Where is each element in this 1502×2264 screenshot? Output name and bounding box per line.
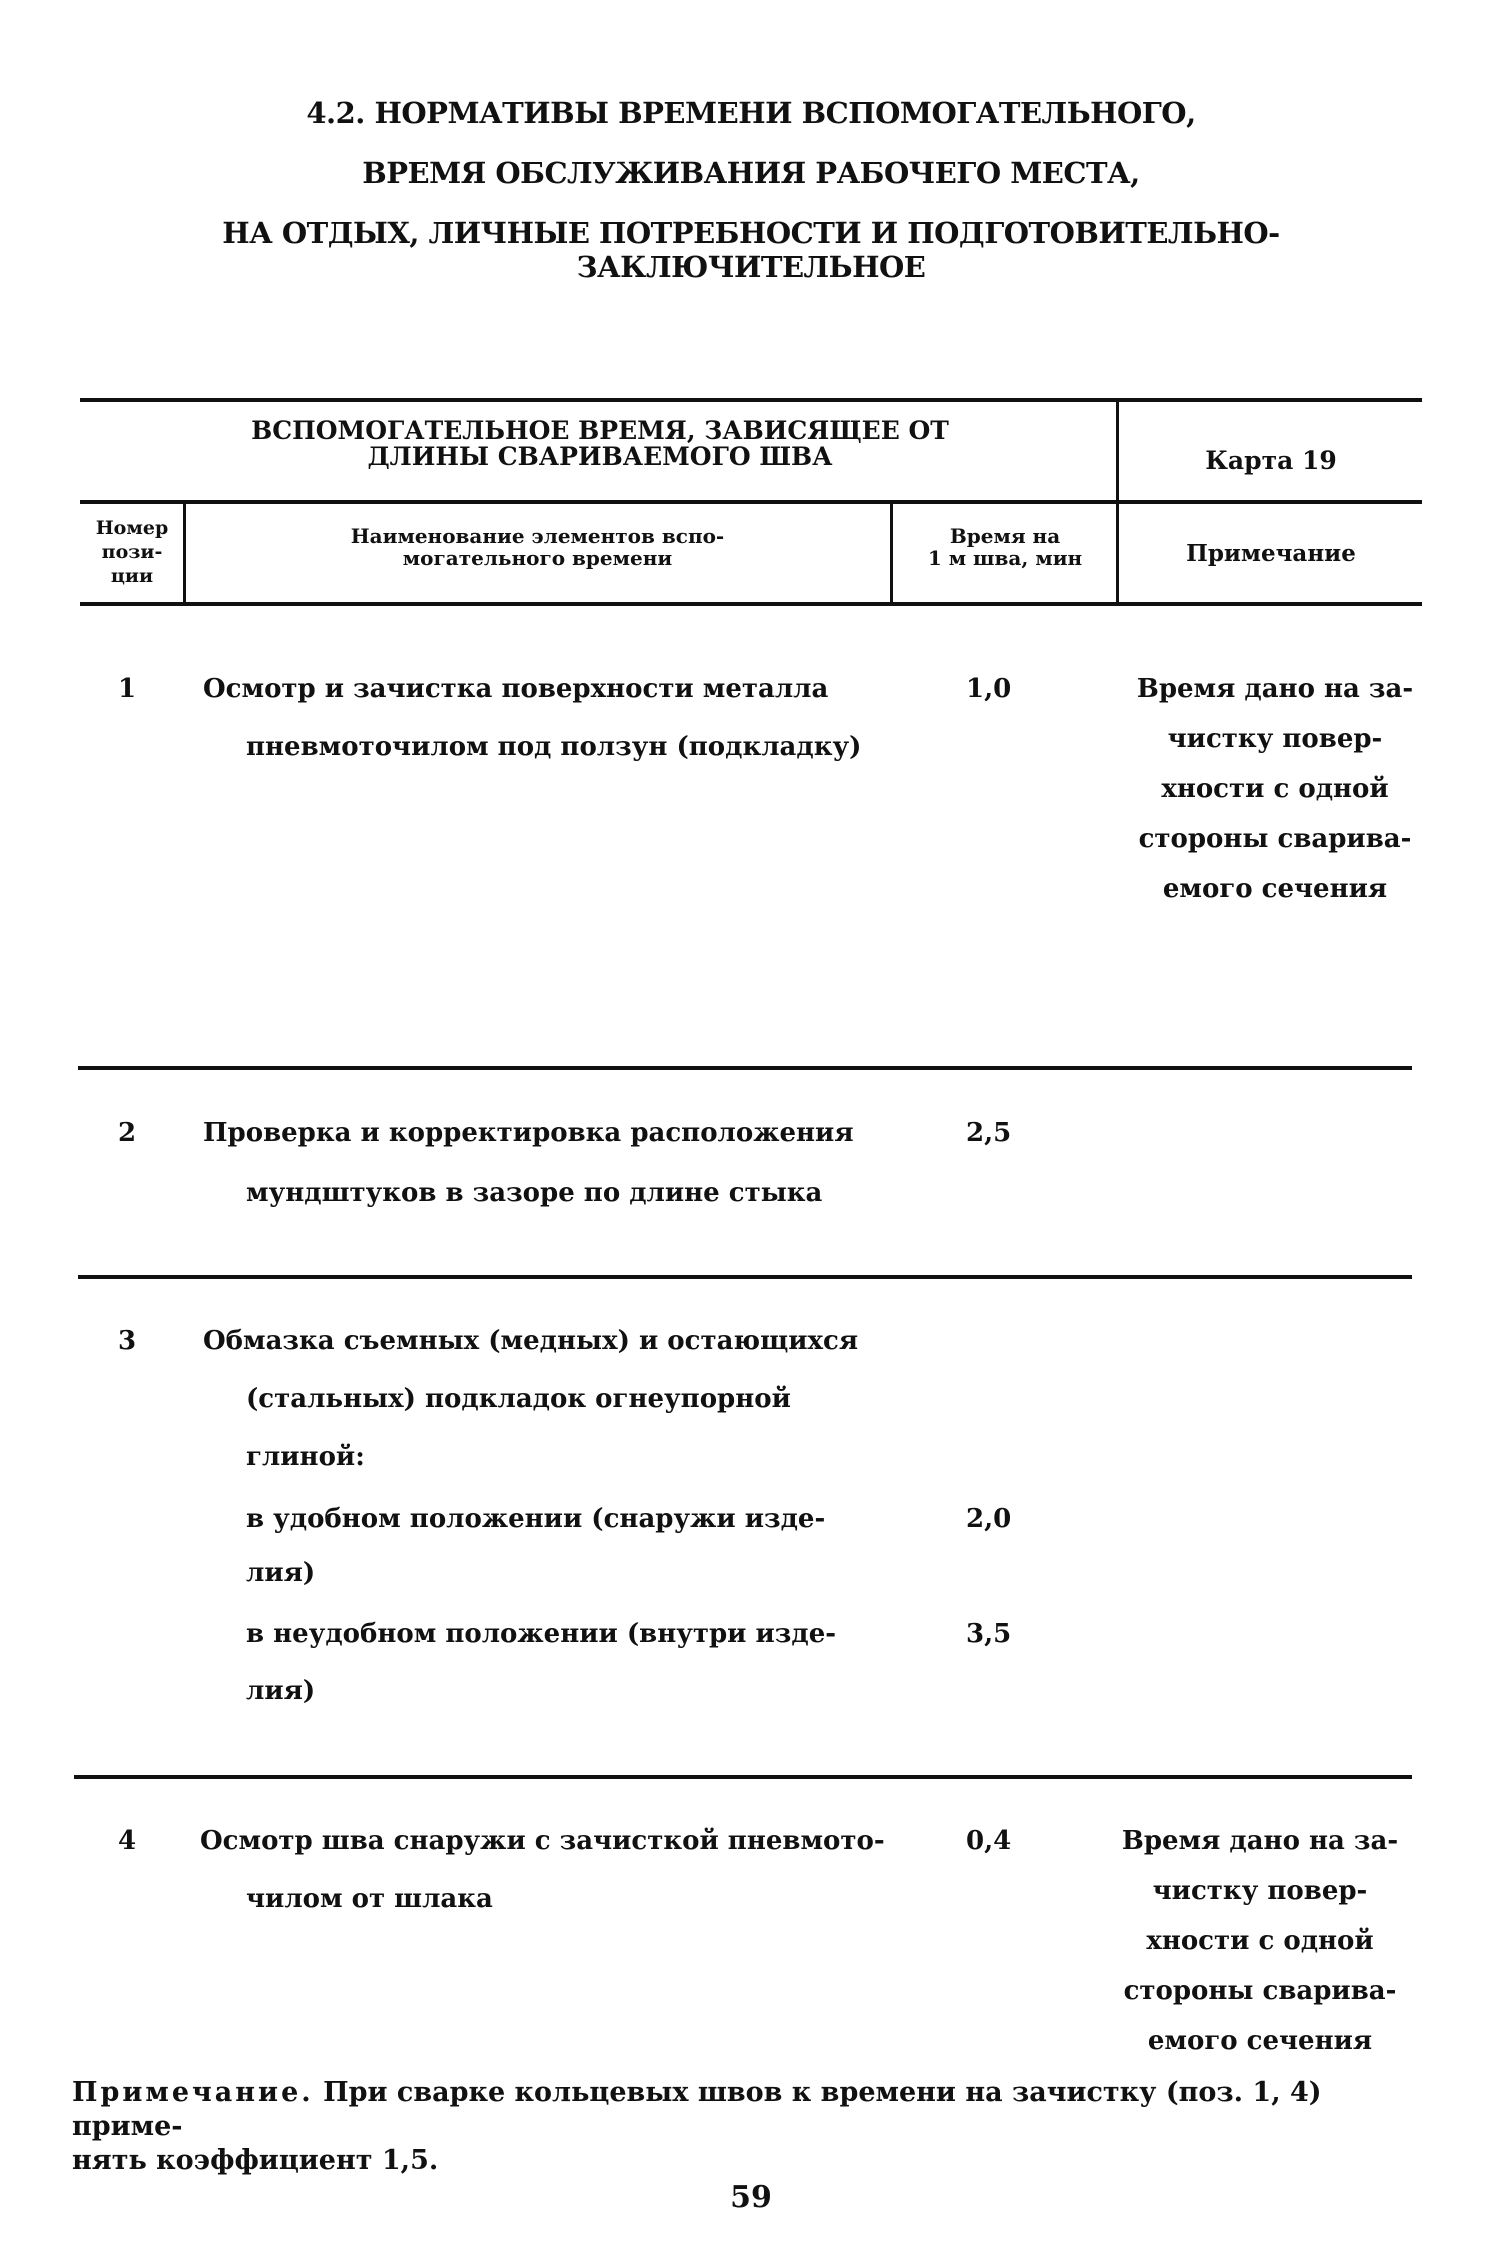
footnote-line-2: нять коэффициент 1,5. [72,2145,439,2176]
section-title-line-2: ДЛИНЫ СВАРИВАЕМОГО ШВА [367,442,833,471]
row-3-name-line-5: лия) [246,1558,316,1588]
row-3-name-line-4: в удобном положении (снаружи изде- [246,1504,826,1534]
row-3-bottom-rule [74,1775,1412,1779]
row-3-time-b: 3,5 [966,1619,1012,1649]
col-header-note: Примечание [1186,540,1356,567]
row-2-time: 2,5 [966,1118,1012,1148]
col-header-name [190,525,885,569]
row-4-note-line-3: хности с одной [1146,1926,1374,1956]
row-4-note-line-5: емого сечения [1147,2026,1373,2056]
row-2-name-line-1: Проверка и корректировка расположения [203,1118,854,1148]
row-1-note-line-4: стороны сварива- [1138,824,1412,854]
section-title-line-1: ВСПОМОГАТЕЛЬНОЕ ВРЕМЯ, ЗАВИСЯЩЕЕ ОТ [251,416,949,445]
row-1-note-line-2: чистку повер- [1167,724,1383,754]
footnote-line-1 [72,2076,1412,2144]
col-header-number-line-3: ции [110,565,154,587]
header-mid-rule [80,500,1422,504]
col-divider-2 [890,500,893,604]
col-header-number [82,516,182,588]
row-2-bottom-rule [78,1275,1412,1279]
row-1-number: 1 [118,674,137,704]
heading-line-2: ВРЕМЯ ОБСЛУЖИВАНИЯ РАБОЧЕГО МЕСТА, [362,156,1140,190]
row-4-note-line-2: чистку повер- [1152,1876,1368,1906]
heading-line-3: НА ОТДЫХ, ЛИЧНЫЕ ПОТРЕБНОСТИ И ПОДГОТОВИТЕЛЬНО-ЗАКЛЮЧИТЕЛЬНОЕ [222,216,1280,284]
row-1-name-line-2: пневмоточилом под ползун (подкладку) [246,732,862,762]
page-number: 59 [730,2180,772,2215]
row-3-name-line-3: глиной: [246,1442,365,1472]
row-1-bottom-rule [78,1066,1412,1070]
row-3-name-line-2: (стальных) подкладок огнеупорной [246,1384,791,1414]
row-3-name-line-6: в неудобном положении (внутри изде- [246,1619,837,1649]
row-3-number: 3 [118,1326,137,1356]
card-label: Карта 19 [1205,446,1337,475]
section-title [140,418,1060,470]
row-1-time: 1,0 [966,674,1012,704]
footnote-text: При сварке кольцевых швов к времени на зачистку (поз. 1, 4) приме- [72,2077,1322,2142]
row-1-note [1120,664,1430,914]
row-4-note-line-1: Время дано на за- [1121,1826,1399,1856]
row-1-note-line-5: емого сечения [1162,874,1388,904]
row-1-name-line-1: Осмотр и зачистка поверхности металла [203,674,829,704]
heading-line-1: 4.2. НОРМАТИВЫ ВРЕМЕНИ ВСПОМОГАТЕЛЬНОГО, [306,96,1196,130]
col-header-number-line-2: пози- [101,541,163,563]
row-3-name-line-1: Обмазка съемных (медных) и остающихся [203,1326,859,1356]
table-top-rule [80,398,1422,402]
col-header-name-line-2: могательного времени [402,546,673,570]
col-header-time-line-2: 1 м шва, мин [927,546,1083,570]
row-4-name-line-1: Осмотр шва снаружи с зачисткой пневмото- [200,1826,885,1856]
row-3-name-line-7: лия) [246,1676,316,1706]
row-4-number: 4 [118,1826,137,1856]
row-1-note-line-3: хности с одной [1161,774,1389,804]
row-4-note [1105,1816,1415,2066]
row-1-note-line-1: Время дано на за- [1136,674,1414,704]
row-2-name-line-2: мундштуков в зазоре по длине стыка [246,1178,823,1208]
col-header-time [894,525,1116,569]
col-header-number-line-1: Номер [95,517,169,539]
col-header-name-line-1: Наименование элементов вспо- [350,524,725,548]
col-header-time-line-1: Время на [949,524,1061,548]
row-4-name-line-2: чилом от шлака [246,1884,493,1914]
row-4-note-line-4: стороны сварива- [1123,1976,1397,2006]
row-3-time-a: 2,0 [966,1504,1012,1534]
col-divider-1 [183,500,186,604]
header-bottom-rule [80,602,1422,606]
row-4-time: 0,4 [966,1826,1012,1856]
footnote [72,2076,1412,2178]
row-2-number: 2 [118,1118,137,1148]
footnote-label: Примечание. [72,2077,314,2108]
